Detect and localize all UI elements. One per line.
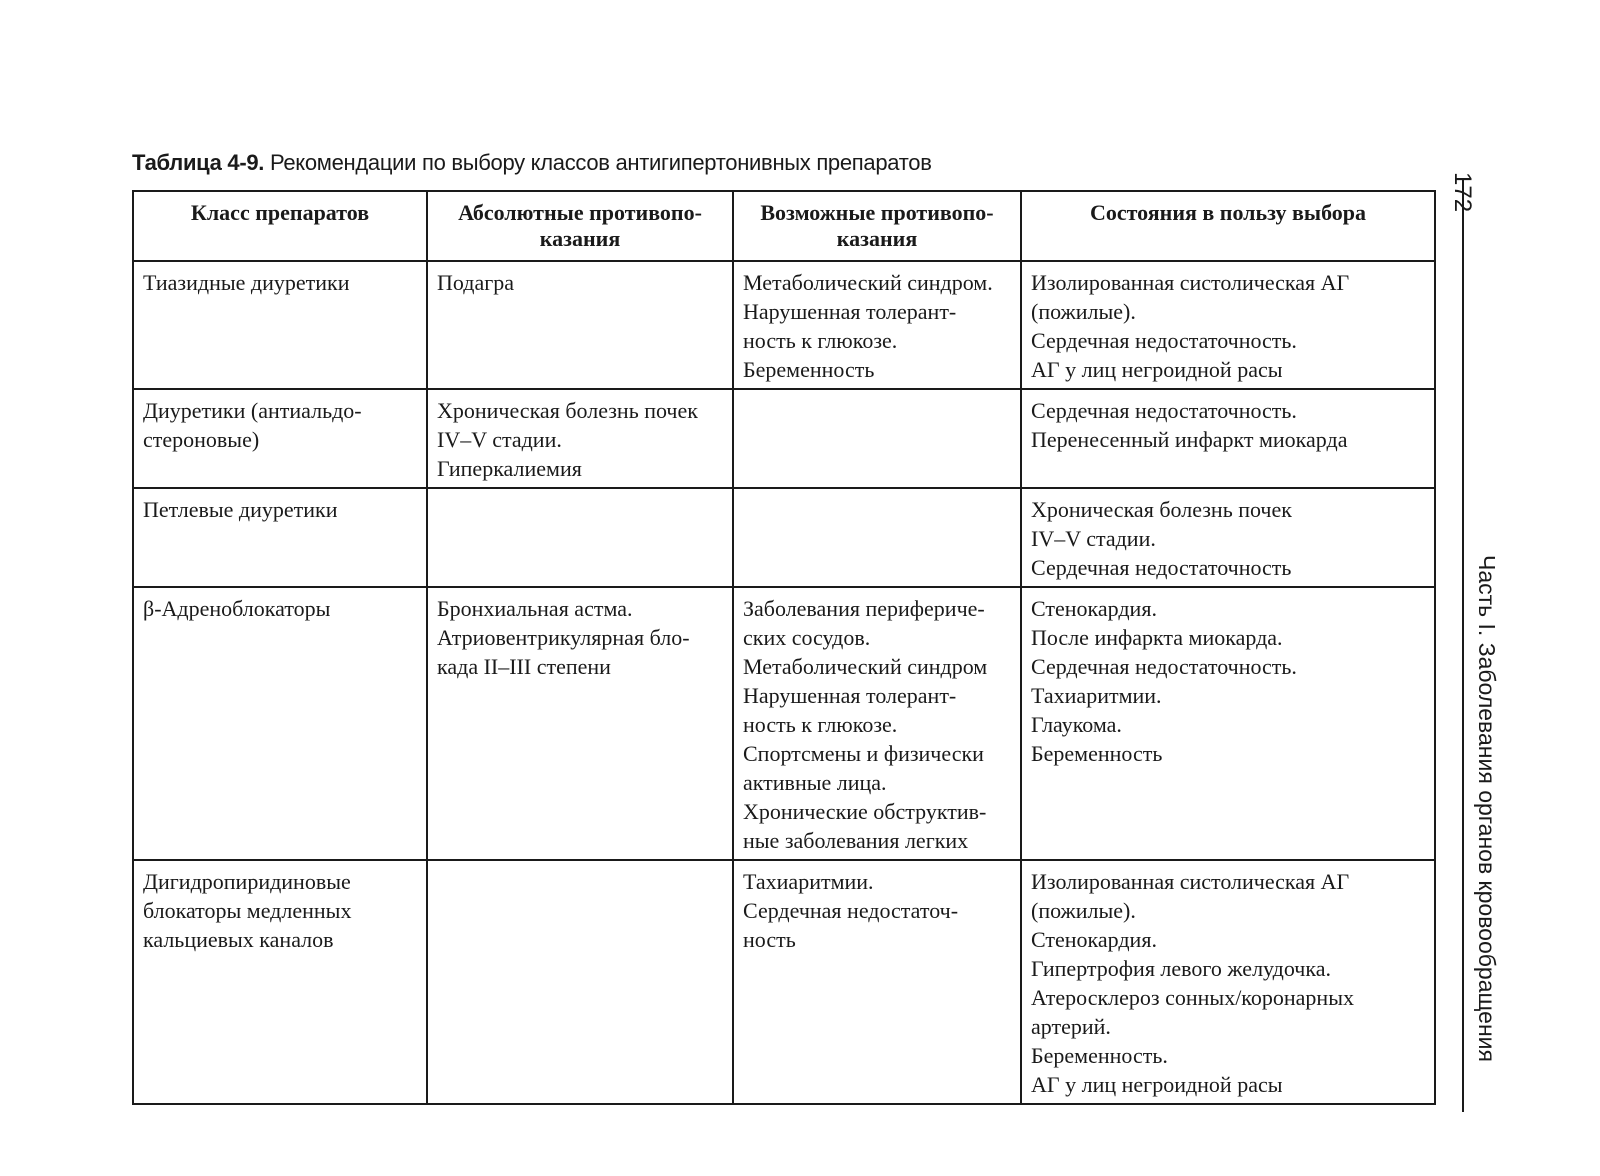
table-cell <box>427 587 733 860</box>
cell-text-line: Нарушенная толерант- <box>743 299 957 324</box>
cell-text-line: Изолированная систолическая АГ <box>1031 869 1350 894</box>
table-row <box>133 261 1435 389</box>
cell-text-line: када II–III степени <box>437 654 611 679</box>
table-caption-label: Таблица 4-9. <box>132 150 265 175</box>
cell-text-line: Стенокардия. <box>1031 596 1157 621</box>
cell-text-line: Гипертрофия левого желудочка. <box>1031 956 1331 981</box>
cell-text-line: IV–V стадии. <box>437 427 562 452</box>
drug-selection-table <box>132 190 1436 1105</box>
table-cell <box>133 860 427 1104</box>
cell-text-line: Дигидропиридиновые <box>143 869 351 894</box>
cell-text-line: Нарушенная толерант- <box>743 683 957 708</box>
cell-text-line: ность <box>743 927 796 952</box>
table-body <box>133 261 1435 1104</box>
cell-text-line: Глаукома. <box>1031 712 1122 737</box>
cell-text-line: Стенокардия. <box>1031 927 1157 952</box>
cell-text-line: Метаболический синдром <box>743 654 988 679</box>
table-cell <box>733 261 1021 389</box>
table-cell <box>427 860 733 1104</box>
header-text-line: казания <box>836 226 918 251</box>
cell-text-line: Беременность <box>743 357 875 382</box>
cell-text-line: Подагра <box>437 270 514 295</box>
cell-text-line: Спортсмены и физически <box>743 741 984 766</box>
table-cell <box>1021 488 1435 587</box>
column-header-2 <box>733 191 1021 261</box>
cell-text-line: После инфаркта миокарда. <box>1031 625 1283 650</box>
cell-text-line: Хронические обструктив- <box>743 799 987 824</box>
table-cell <box>1021 261 1435 389</box>
table-cell <box>733 488 1021 587</box>
cell-text-line: β-Адреноблокаторы <box>143 596 331 621</box>
table-cell <box>1021 389 1435 488</box>
cell-text-line: Беременность. <box>1031 1043 1168 1068</box>
cell-text-line: Сердечная недостаточность <box>1031 555 1292 580</box>
header-text-line: Абсолютные противопо- <box>458 200 702 225</box>
table-cell <box>427 389 733 488</box>
table-cell <box>133 261 427 389</box>
column-header-1 <box>427 191 733 261</box>
table-row <box>133 389 1435 488</box>
cell-text-line: Сердечная недостаточность. <box>1031 398 1297 423</box>
cell-text-line: Гиперкалиемия <box>437 456 582 481</box>
cell-text-line: Изолированная систолическая АГ <box>1031 270 1350 295</box>
cell-text-line: Сердечная недостаточность. <box>1031 654 1297 679</box>
cell-text-line: активные лица. <box>743 770 887 795</box>
table-cell <box>733 389 1021 488</box>
cell-text-line: Хроническая болезнь почек <box>437 398 698 423</box>
table-cell <box>1021 587 1435 860</box>
cell-text-line: Тиазидные диуретики <box>143 270 350 295</box>
cell-text-line: Петлевые диуретики <box>143 497 338 522</box>
cell-text-line: артерий. <box>1031 1014 1111 1039</box>
page-number: 172 <box>1449 172 1476 213</box>
cell-text-line: Беременность <box>1031 741 1163 766</box>
cell-text-line: Тахиаритмии. <box>1031 683 1162 708</box>
cell-text-line: Атриовентрикулярная бло- <box>437 625 690 650</box>
cell-text-line: Сердечная недостаточ- <box>743 898 959 923</box>
cell-text-line: Диуретики (антиальдо- <box>143 398 362 423</box>
table-caption-text: Рекомендации по выбору классов антигипертонивных препаратов <box>269 150 932 175</box>
header-row <box>133 191 1435 261</box>
table-header <box>133 191 1435 261</box>
header-text-line: Состояния в пользу выбора <box>1089 200 1367 225</box>
table-cell <box>133 389 427 488</box>
cell-text-line: Бронхиальная астма. <box>437 596 633 621</box>
cell-text-line: стероновые) <box>143 427 260 452</box>
cell-text-line: блокаторы медленных <box>143 898 352 923</box>
cell-text-line: Атеросклероз сонных/коронарных <box>1031 985 1354 1010</box>
table-cell <box>427 261 733 389</box>
cell-text-line: кальциевых каналов <box>143 927 334 952</box>
table-cell <box>1021 860 1435 1104</box>
cell-text-line: Метаболический синдром. <box>743 270 993 295</box>
table-cell <box>133 488 427 587</box>
header-text-line: казания <box>539 226 621 251</box>
table-row <box>133 860 1435 1104</box>
cell-text-line: IV–V стадии. <box>1031 526 1156 551</box>
cell-text-line: (пожилые). <box>1031 898 1136 923</box>
table-cell <box>733 587 1021 860</box>
table-cell <box>133 587 427 860</box>
cell-text-line: ность к глюкозе. <box>743 328 898 353</box>
cell-text-line: ность к глюкозе. <box>743 712 898 737</box>
cell-text-line: Хроническая болезнь почек <box>1031 497 1292 522</box>
column-header-0 <box>133 191 427 261</box>
table-caption <box>132 150 932 176</box>
table-row <box>133 488 1435 587</box>
header-text-line: Класс препаратов <box>190 200 370 225</box>
cell-text-line: Тахиаритмии. <box>743 869 874 894</box>
cell-text-line: АГ у лиц негроидной расы <box>1031 357 1283 382</box>
cell-text-line: Сердечная недостаточность. <box>1031 328 1297 353</box>
running-header-section: Часть I. Заболевания органов кровообращения <box>1474 555 1500 1062</box>
cell-text-line: (пожилые). <box>1031 299 1136 324</box>
cell-text-line: ные заболевания легких <box>743 828 969 853</box>
cell-text-line: АГ у лиц негроидной расы <box>1031 1072 1283 1097</box>
cell-text-line: ских сосудов. <box>743 625 871 650</box>
column-header-3 <box>1021 191 1435 261</box>
table-cell <box>427 488 733 587</box>
cell-text-line: Заболевания периферичe- <box>743 596 985 621</box>
cell-text-line: Перенесенный инфаркт миокарда <box>1031 427 1348 452</box>
table-row <box>133 587 1435 860</box>
header-text-line: Возможные противопо- <box>760 200 994 225</box>
table-cell <box>733 860 1021 1104</box>
